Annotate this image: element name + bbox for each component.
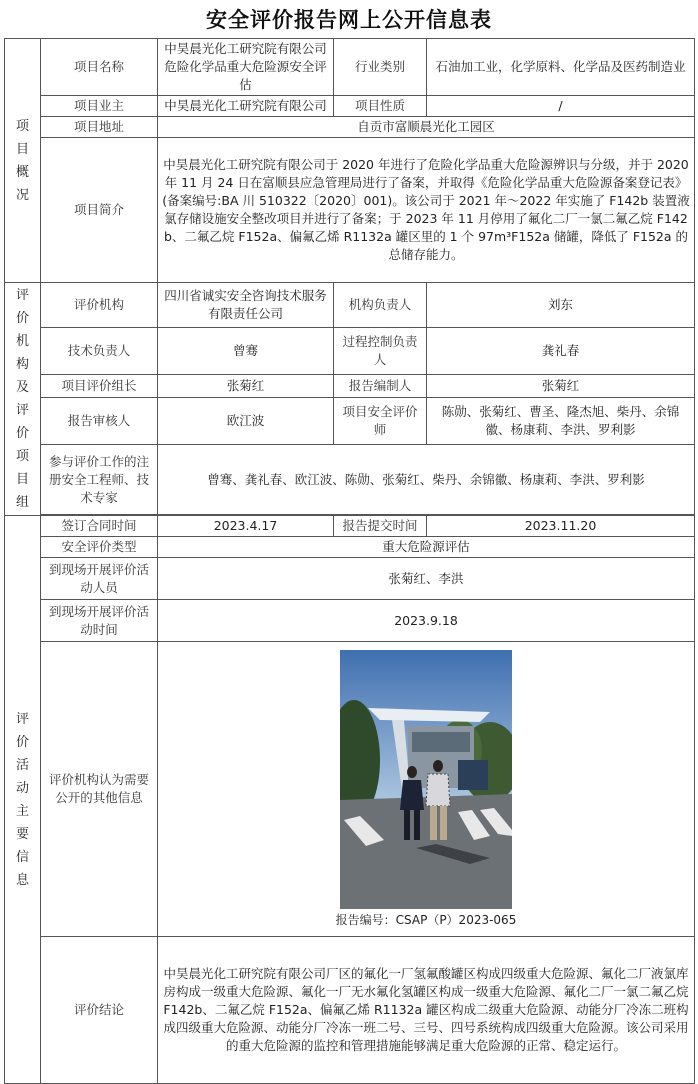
project-owner: 中昊晨光化工研究院有限公司: [158, 96, 334, 117]
project-nature: /: [427, 96, 695, 117]
section-agency: 评价机构及评价项目组: [5, 283, 41, 516]
eval-type-label: 安全评价类型: [41, 537, 158, 558]
industry-label: 行业类别: [334, 39, 427, 96]
tech-lead-label: 技术负责人: [41, 327, 158, 374]
project-address-label: 项目地址: [41, 117, 158, 138]
page-title: 安全评价报告网上公开信息表: [206, 8, 492, 32]
assessors: 陈勋、张菊红、曹圣、隆杰旭、柴丹、余锦徽、杨康莉、李洪、罗利影: [427, 398, 695, 445]
agency-org: 四川省诚实安全咨询技术服务有限责任公司: [158, 283, 334, 328]
reviewer-label: 报告审核人: [41, 398, 158, 445]
onsite-time-label: 到现场开展评价活动时间: [41, 600, 158, 642]
onsite-staff-label: 到现场开展评价活动人员: [41, 558, 158, 600]
process-control-label: 过程控制负责人: [334, 327, 427, 374]
project-name: 中昊晨光化工研究院有限公司危险化学品重大危险源安全评估: [158, 39, 334, 96]
agency-head: 刘东: [427, 283, 695, 328]
team-leader-label: 项目评价组长: [41, 374, 158, 398]
tech-lead: 曾骞: [158, 327, 334, 374]
contract-date-label: 签订合同时间: [41, 516, 158, 537]
project-owner-label: 项目业主: [41, 96, 158, 117]
report-writer: 张菊红: [427, 374, 695, 398]
onsite-time: 2023.9.18: [158, 600, 695, 642]
team-leader: 张菊红: [158, 374, 334, 398]
site-photo: [340, 650, 512, 909]
industry: 石油加工业，化学原料、化学品及医药制造业: [427, 39, 695, 96]
onsite-staff: 张菊红、李洪: [158, 558, 695, 600]
project-name-label: 项目名称: [41, 39, 158, 96]
conclusion: 中昊晨光化工研究院有限公司厂区的氟化一厂氢氟酸罐区构成四级重大危险源、氟化二厂液氯库房构成一级重大危险源、氟化一厂无水氟化氢罐区构成一级重大危险源、氟化二厂一氯二氟乙烷 F142b、二氟乙烷 F152a、偏氟乙烯 R1132a 罐区构成二级重大危险源、动能分厂冷冻二班构成四级重大危险源、动能分厂冷冻一班二号、三号、四号系统构成四级重大危险源。该公司采用的重大危险源的监控和管理措施能够满足重大危险源的正常、稳定运行。: [158, 937, 695, 1084]
other-info-label: 评价机构认为需要公开的其他信息: [41, 642, 158, 937]
contract-date: 2023.4.17: [158, 516, 334, 537]
agency-org-label: 评价机构: [41, 283, 158, 328]
reviewer: 欧江波: [158, 398, 334, 445]
info-table: [4, 38, 695, 1084]
conclusion-label: 评价结论: [41, 937, 158, 1084]
other-info: [158, 642, 695, 937]
assessors-label: 项目安全评价师: [334, 398, 427, 445]
project-address: 自贡市富顺晨光化工园区: [158, 117, 695, 138]
project-intro-label: 项目简介: [41, 138, 158, 283]
participants-label: 参与评价工作的注册安全工程师、技术专家: [41, 445, 158, 514]
section-overview: 项目概况: [5, 39, 41, 283]
process-control: 龚礼春: [427, 327, 695, 374]
participants: 曾骞、龚礼春、欧江波、陈勋、张菊红、柴丹、余锦徽、杨康莉、李洪、罗利影: [158, 445, 695, 514]
report-writer-label: 报告编制人: [334, 374, 427, 398]
submit-date: 2023.11.20: [427, 516, 695, 537]
project-nature-label: 项目性质: [334, 96, 427, 117]
project-intro: 中昊晨光化工研究院有限公司于 2020 年进行了危险化学品重大危险源辨识与分级，并于 2020 年 11 月 24 日在富顺县应急管理局进行了备案，并取得《危险化学品重大危险源备案登记表》(备案编号:BA 川 510322〔2020〕001)。该公司于 2021 年～2022 年实施了 F142b 装置液氯存储设施安全整改项目并进行了备案；于 2023 年 11 月停用了氟化二厂一氯二氟乙烷 F142b、二氟乙烷 F152a、偏氟乙烯 R1132a 罐区里的 1 个 97m³F152a 储罐，降低了 F152a 的总储存能力。: [158, 138, 695, 283]
section-activity: 评价活动主要信息: [5, 516, 41, 1084]
agency-head-label: 机构负责人: [334, 283, 427, 328]
eval-type: 重大危险源评估: [158, 537, 695, 558]
submit-date-label: 报告提交时间: [334, 516, 427, 537]
report-number: 报告编号：CSAP（P）2023-065: [335, 912, 517, 927]
